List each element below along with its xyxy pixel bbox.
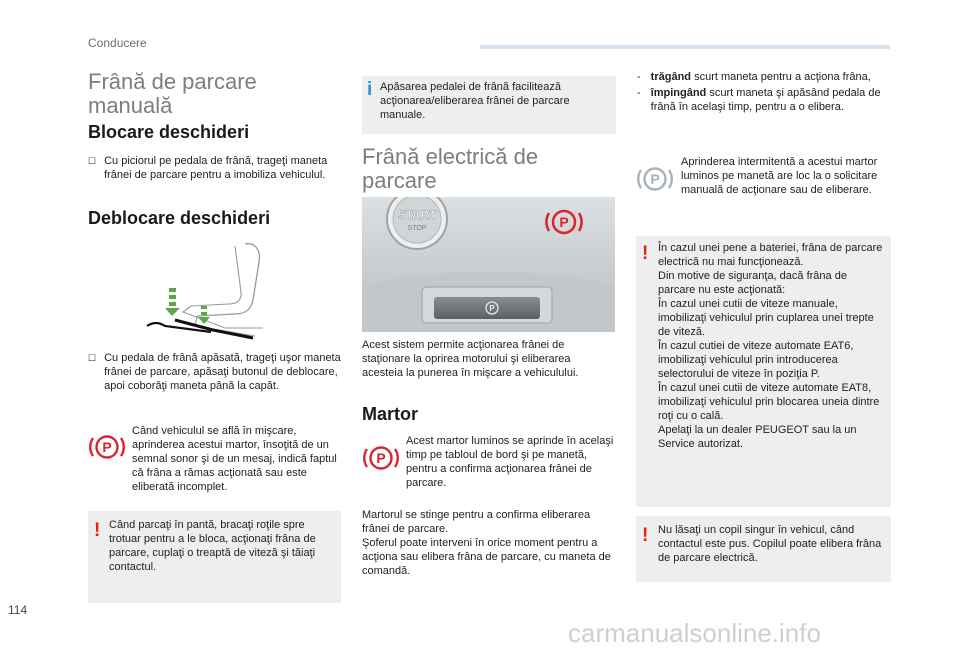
lever-actions-list bbox=[637, 70, 892, 114]
warning-icon: ! bbox=[94, 520, 101, 541]
warning-icon: ! bbox=[642, 243, 649, 264]
lock-bullet-text: Cu piciorul pe pedala de frână, trageţi maneta frânei de parcare pentru a imobiliza vehiculul. bbox=[104, 155, 328, 181]
brake-warning-lamp-icon bbox=[88, 432, 126, 462]
manual-brake-title: Frână de parcare manuală bbox=[88, 69, 257, 118]
dash-bullet: - bbox=[637, 71, 641, 83]
brake-warning-lamp-icon bbox=[362, 443, 400, 473]
p-symbol-text: P bbox=[102, 439, 112, 455]
info-icon: i bbox=[367, 79, 373, 100]
martor-text: Acest martor luminos se aprinde în acelaşi timp pe tabloul de bord şi pe manetă, pentru a confirma acţionarea frânei de parcare. bbox=[406, 435, 614, 489]
slope-warning-text: Când parcaţi în pantă, bracaţi roţile spre trotuar pentru a le bloca, acţionaţi frâna de parcare, cuplaţi o treaptă de viteză şi tăiaţi contactul. bbox=[109, 519, 316, 573]
list-item bbox=[637, 70, 892, 84]
martor-off-text: Martorul se stinge pentru a confirma eliberarea frânei de parcare. Şoferul poate interveni în orice moment pentru a acţiona sau elibera frâna de parcare, cu maneta de comandă. bbox=[362, 509, 611, 577]
slope-warning-box bbox=[88, 511, 341, 603]
unlock-heading: Deblocare deschideri bbox=[88, 208, 271, 228]
warning-icon: ! bbox=[642, 525, 649, 546]
watermark: carmanualsonline.info bbox=[568, 618, 821, 648]
section-header: Conducere bbox=[88, 36, 147, 50]
action-keyword: împingând bbox=[650, 87, 707, 99]
unlock-bullet bbox=[88, 351, 343, 393]
stop-label: STOP bbox=[407, 225, 427, 232]
start-label: START bbox=[397, 208, 437, 222]
console-photo bbox=[362, 197, 615, 332]
list-item bbox=[637, 86, 892, 114]
system-caption: Acest sistem permite acţionarea frânei de staţionare la oprirea motorului şi eliberarea acesteia la punerea în mişcare a vehiculului. bbox=[362, 339, 579, 379]
moving-warning-text: Când vehiculul se află în mişcare, aprinderea acestui martor, însoţită de un semnal sonor şi de un mesaj, indică faptul că frâna a rămas acţionată sau este eliberată incomplet. bbox=[132, 425, 337, 493]
lock-bullet bbox=[88, 154, 343, 182]
electric-brake-title: Frână electrică de parcare bbox=[362, 144, 539, 193]
info-box bbox=[362, 76, 616, 134]
child-warning-box bbox=[636, 516, 891, 582]
info-box-text: Apăsarea pedalei de frână facilitează acţionarea/eliberarea frânei de parcare manuale. bbox=[380, 81, 570, 121]
martor-heading: Martor bbox=[362, 404, 419, 424]
handbrake-illustration bbox=[135, 240, 285, 340]
unlock-bullet-text: Cu pedala de frână apăsată, trageţi uşor maneta frânei de parcare, apăsaţi butonul de deblocare, apoi coborâţi maneta până la capăt. bbox=[104, 352, 341, 392]
battery-warning-text: În cazul unei pene a bateriei, frâna de parcare electrică nu mai funcţionează. Din motive de siguranţa, dacă frâna de parcare nu este acţionată: În cazul unei cutii de viteze manuale, imobilizaţi vehiculul prin cuplarea unei trepte de viteză. În cazul cutiei de viteze automate EAT6, imobilizaţi vehiculul prin introducerea selectorului de viteze în poziţia P. În cazul unei cutii de viteze automate EAT8, imobilizaţi vehiculul prin blocarea uneia dintre roţi cu o cală. Apelaţi la un dealer PEUGEOT sau la un Service autorizat. bbox=[658, 242, 883, 450]
action-keyword: trăgând bbox=[650, 71, 692, 83]
checkbox-bullet-icon: ☐ bbox=[88, 156, 97, 166]
header-rule bbox=[480, 45, 890, 49]
action-text: scurt maneta pentru a acţiona frâna, bbox=[691, 71, 871, 83]
p-symbol-text: P bbox=[376, 450, 386, 466]
page-number: 114 bbox=[8, 603, 28, 617]
checkbox-bullet-icon: ☐ bbox=[88, 353, 97, 363]
flash-text: Aprinderea intermitentă a acestui martor luminos pe manetă are loc la o solicitare manuală de acţionare sau de eliberare. bbox=[681, 156, 878, 196]
brake-flashing-lamp-icon bbox=[636, 164, 674, 194]
child-warning-text: Nu lăsaţi un copil singur în vehicul, când contactul este pus. Copilul poate elibera frâna de parcare electrică. bbox=[658, 524, 882, 564]
battery-warning-box bbox=[636, 236, 891, 507]
dash-bullet: - bbox=[637, 87, 641, 99]
p-symbol-text: P bbox=[559, 214, 569, 230]
action-text: scurt maneta şi apăsând pedala de frână în acelaşi timp, pentru a o elibera. bbox=[650, 87, 881, 113]
p-symbol-text: P bbox=[650, 171, 660, 187]
p-symbol-text: P bbox=[489, 304, 495, 313]
lock-heading: Blocare deschideri bbox=[88, 122, 250, 142]
